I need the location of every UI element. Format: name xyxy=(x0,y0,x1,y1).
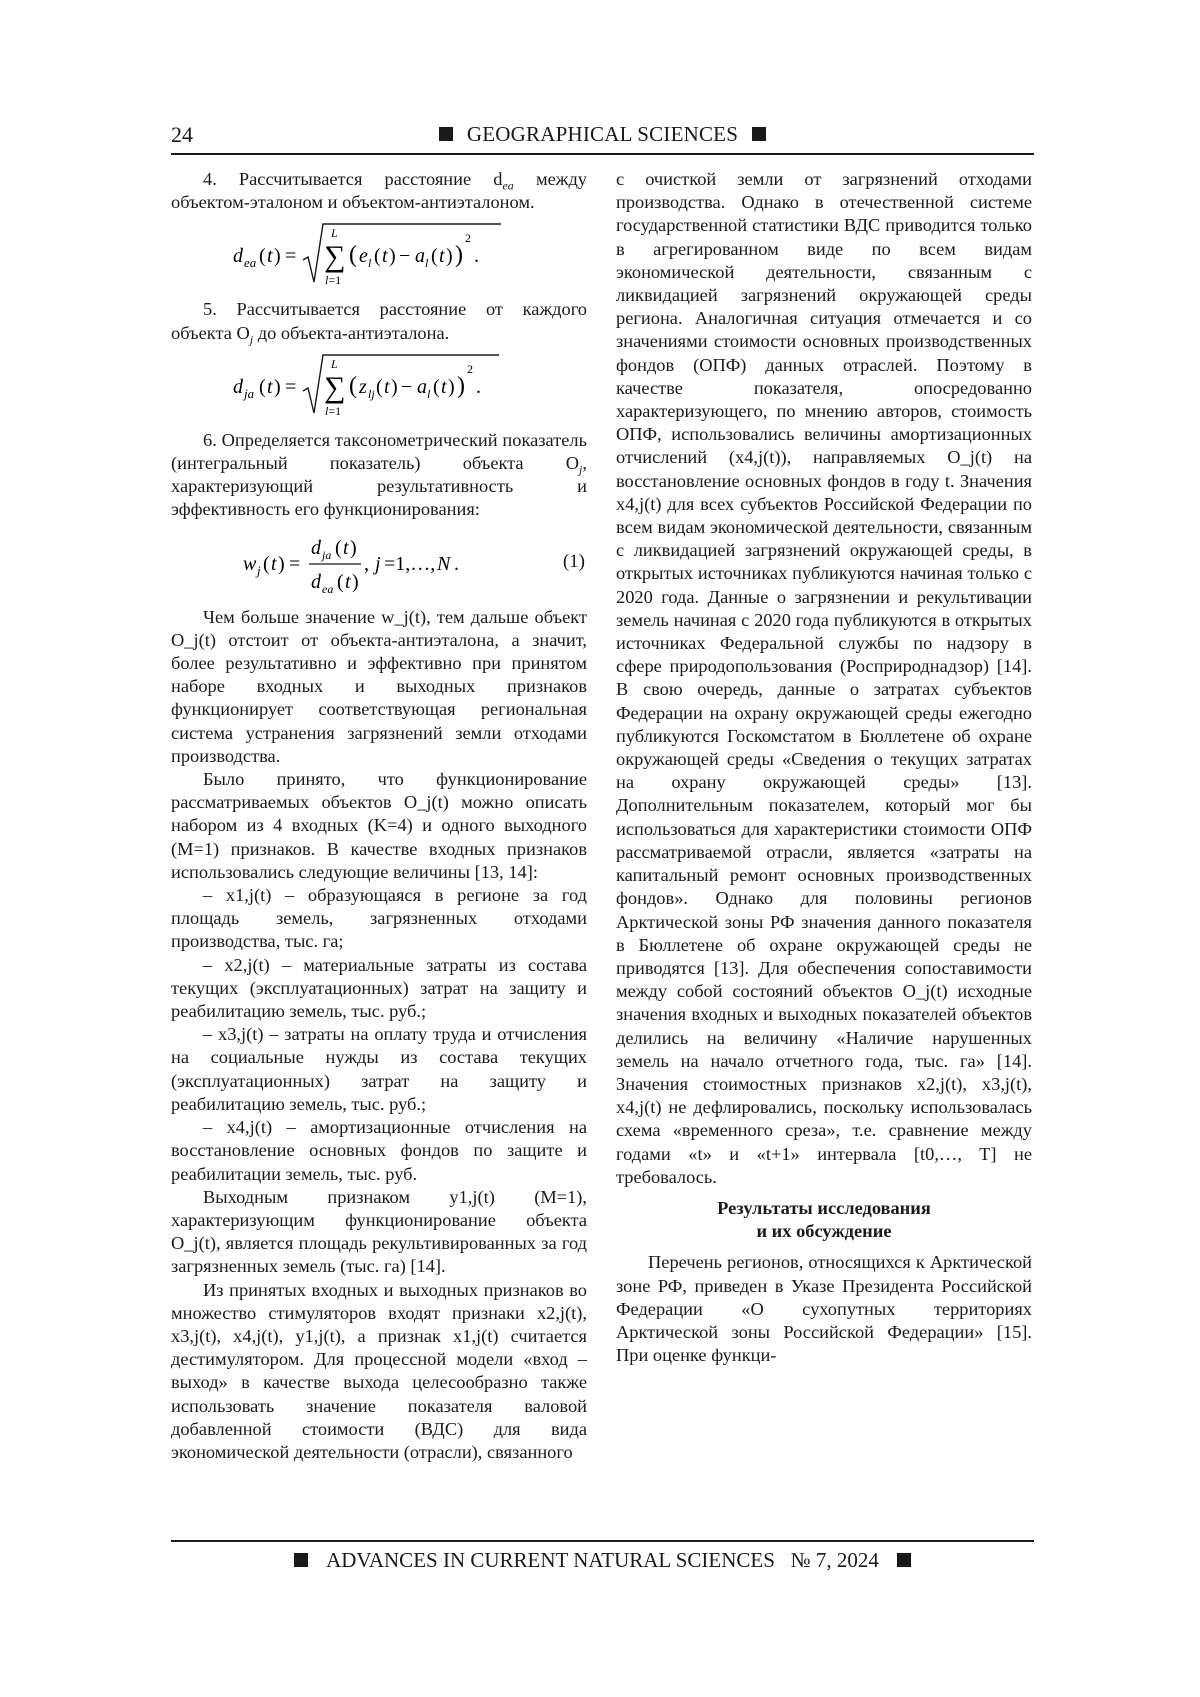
svg-text:t: t xyxy=(345,571,351,593)
svg-text:ea: ea xyxy=(244,255,257,270)
svg-text:2: 2 xyxy=(465,231,471,245)
svg-text:l: l xyxy=(425,256,429,270)
square-bullet-icon xyxy=(439,127,453,141)
svg-text:−: − xyxy=(401,376,412,398)
svg-text:t: t xyxy=(382,245,388,267)
footer-journal: ADVANCES IN CURRENT NATURAL SCIENCES xyxy=(326,1548,775,1572)
svg-text:ja: ja xyxy=(320,548,331,562)
svg-text:L: L xyxy=(330,226,338,240)
svg-text:.: . xyxy=(476,376,481,398)
svg-text:): ) xyxy=(274,245,281,267)
svg-text:(: ( xyxy=(259,245,266,267)
svg-text:∑: ∑ xyxy=(324,371,345,404)
page-footer xyxy=(171,1548,1034,1573)
svg-text:l: l xyxy=(368,256,372,270)
svg-text:l=1: l=1 xyxy=(325,273,341,287)
svg-text:,: , xyxy=(364,553,369,575)
header-rule xyxy=(171,153,1034,155)
svg-text:lj: lj xyxy=(368,387,375,401)
svg-text:L: L xyxy=(330,357,338,371)
svg-text:(: ( xyxy=(376,376,383,398)
paragraph-output: Выходным признаком y1,j(t) (M=1), характеризующим функционирование объекта O_j(t), является площадь рекультивированных за год загрязненных земель (тыс. га) [14]. xyxy=(171,1186,587,1279)
square-bullet-icon xyxy=(294,1553,308,1567)
svg-text:(: ( xyxy=(263,553,270,575)
svg-text:l: l xyxy=(427,387,431,401)
svg-text:(: ( xyxy=(431,245,438,267)
svg-text:): ) xyxy=(446,245,453,267)
list-item: – x1,j(t) – образующаяся в регионе за год площадь земель, загрязненных отходами производства, тыс. га; xyxy=(171,884,587,954)
journal-section: GEOGRAPHICAL SCIENCES xyxy=(467,122,738,146)
step-4-paragraph: 4. Рассчитывается расстояние dea между объектом-эталоном и объектом-антиэталоном. xyxy=(171,168,587,214)
svg-text:e: e xyxy=(359,245,368,267)
svg-text:d: d xyxy=(311,537,322,559)
svg-text:.: . xyxy=(454,553,459,575)
svg-text:(: ( xyxy=(337,571,344,593)
svg-text:t: t xyxy=(267,245,273,267)
svg-text:): ) xyxy=(274,376,281,398)
svg-text:=: = xyxy=(285,376,296,398)
svg-text:=: = xyxy=(289,553,300,575)
paragraph-continued: с очисткой земли от загрязнений отходами производства. Однако в отечественной системе государственной статистики ВДС приводится только в агрегированном виде по всем видам экономической деятельности, связанным с ликвидацией загрязнений окружающей среды региона. Аналогичная ситуация отмечается и со значениями стоимости основных производственных фондов (ОПФ) данных отраслей. Поэтому в качестве показателя, опосредованно характеризующего, по мнению авторов, стоимость ОПФ, использовались величины амортизационных отчислений (x4,j(t)), направляемых O_j(t) на восстановление основных фондов в году t. Значения x4,j(t) для всех субъектов Российской Федерации по всем видам экономической деятельности, связанным с ликвидацией загрязнений окружающей среды, в открытых источниках публикуются начиная только с 2020 года. Данные о загрязнении и рекультивации земель начиная с 2020 года публикуются в открытых источниках Федеральной службы по надзору в сфере природопользования (Росприроднадзор) [14]. В свою очередь, данные о затратах субъектов Федерации на охрану окружающей среды ежегодно публикуются Госкомстатом в Бюллетене об охране окружающей среды «Сведения о текущих затратах на охрану окружающей среды» [13]. Дополнительным показателем, который мог бы использоваться для характеристики стоимости ОПФ рассматриваемой отрасли, является «затраты на капитальный ремонт основных производственных фондов». Однако для половины регионов Арктической зоны РФ значения данного показателя в Бюллетене об охране окружающей среды не приводятся [13]. Для обеспечения сопоставимости между собой состояний объектов O_j(t) исходные значения входных и выходных показателей объектов делились на величину «Наличие нарушенных земель на начало отчетного года, тыс. га» [14]. Значения стоимостных признаков x2,j(t), x3,j(t), x4,j(t) не дефлировались, поскольку использовалась схема «временного среза», т.е. сравнение между годами «t» и «t+1» интервала [t0,…, T] не требовалось. xyxy=(616,168,1032,1189)
square-bullet-icon xyxy=(897,1553,911,1567)
footer-issue: № 7, 2024 xyxy=(791,1548,879,1572)
square-bullet-icon xyxy=(752,127,766,141)
svg-text:=: = xyxy=(285,245,296,267)
svg-text:ja: ja xyxy=(242,386,255,401)
list-item: – x3,j(t) – затраты на оплату труда и отчисления на социальные нужды из состава текущих (эксплуатационных) затрат на защиту и реабилитацию земель, тыс. руб.; xyxy=(171,1023,587,1116)
svg-text:w: w xyxy=(243,553,257,575)
footer-rule xyxy=(171,1540,1034,1542)
svg-text:): ) xyxy=(457,373,465,399)
svg-text:): ) xyxy=(389,245,396,267)
step-6-paragraph: 6. Определяется таксонометрический показатель (интегральный показатель) объекта Oj, характеризующий результативность и эффективность его функционирования: xyxy=(171,429,587,522)
svg-text:): ) xyxy=(278,553,285,575)
running-title xyxy=(171,122,1034,147)
section-title: Результаты исследования и их обсуждение xyxy=(616,1197,1032,1243)
svg-text:=1,…,: =1,…, xyxy=(384,553,435,575)
formula-1 xyxy=(171,528,587,600)
svg-text:): ) xyxy=(352,571,359,593)
left-column xyxy=(171,168,587,1464)
svg-text:t: t xyxy=(267,376,273,398)
svg-text:j: j xyxy=(255,563,261,578)
svg-text:ea: ea xyxy=(322,582,333,596)
svg-text:t: t xyxy=(441,376,447,398)
list-item: – x2,j(t) – материальные затраты из состава текущих (эксплуатационных) затрат на защиту и реабилитацию земель, тыс. руб.; xyxy=(171,954,587,1024)
svg-text:.: . xyxy=(474,245,479,267)
svg-text:): ) xyxy=(391,376,398,398)
paragraph-features: Было принято, что функционирование рассматриваемых объектов O_j(t) можно описать набором из 4 входных (K=4) и одного выходного (M=1) признаков. В качестве входных признаков использовались следующие величины [13, 14]: xyxy=(171,768,587,884)
paragraph-results: Перечень регионов, относящихся к Арктической зоне РФ, приведен в Указе Президента Российской Федерации «О сухопутных территориях Арктической зоны Российской Федерации» [15]. При оценке функци- xyxy=(616,1251,1032,1367)
page-header xyxy=(171,118,1034,148)
svg-text:a: a xyxy=(417,376,427,398)
paragraph-stimulators: Из принятых входных и выходных признаков во множество стимуляторов входят признаки x2,j(t), x3,j(t), x4,j(t), y1,j(t), а признак x1,j(t) считается дестимулятором. Для процессной модели «вход – выход» в качестве выхода целесообразно также использовать значение показателя валовой добавленной стоимости (ВДС) для вида экономической деятельности (отрасли), связанного xyxy=(171,1279,587,1465)
svg-text:(: ( xyxy=(349,242,357,268)
svg-text:): ) xyxy=(455,242,463,268)
formula-dea xyxy=(171,220,587,292)
list-item: – x4,j(t) – амортизационные отчисления на восстановление основных фондов по защите и реабилитации земель, тыс. руб. xyxy=(171,1116,587,1186)
svg-text:j: j xyxy=(372,553,381,575)
svg-text:N: N xyxy=(436,553,452,575)
equation-number: (1) xyxy=(563,550,585,573)
svg-text:∑: ∑ xyxy=(324,240,345,273)
svg-text:(: ( xyxy=(374,245,381,267)
formula-dja xyxy=(171,351,587,423)
svg-text:(: ( xyxy=(335,537,342,559)
svg-text:l=1: l=1 xyxy=(325,404,341,418)
svg-text:): ) xyxy=(350,537,357,559)
svg-text:(: ( xyxy=(433,376,440,398)
step-5-paragraph: 5. Рассчитывается расстояние от каждого объекта Oj до объекта-антиэталона. xyxy=(171,298,587,344)
paragraph-wj: Чем больше значение w_j(t), тем дальше объект O_j(t) отстоит от объекта-антиэталона, а значит, более результативно и эффективно при принятом наборе входных и выходных признаков функционирует соответствующая региональная система устранения загрязнений земли отходами производства. xyxy=(171,606,587,768)
svg-text:t: t xyxy=(271,553,277,575)
svg-text:d: d xyxy=(233,376,244,398)
svg-text:(: ( xyxy=(349,373,357,399)
svg-text:): ) xyxy=(448,376,455,398)
svg-text:2: 2 xyxy=(467,362,473,376)
svg-text:z: z xyxy=(358,376,367,398)
svg-text:t: t xyxy=(343,537,349,559)
svg-text:t: t xyxy=(439,245,445,267)
svg-text:a: a xyxy=(415,245,425,267)
svg-text:d: d xyxy=(311,571,322,593)
right-column xyxy=(616,168,1032,1367)
page-number: 24 xyxy=(171,122,193,148)
svg-text:t: t xyxy=(384,376,390,398)
svg-text:−: − xyxy=(399,245,410,267)
svg-text:(: ( xyxy=(259,376,266,398)
svg-text:d: d xyxy=(233,245,244,267)
